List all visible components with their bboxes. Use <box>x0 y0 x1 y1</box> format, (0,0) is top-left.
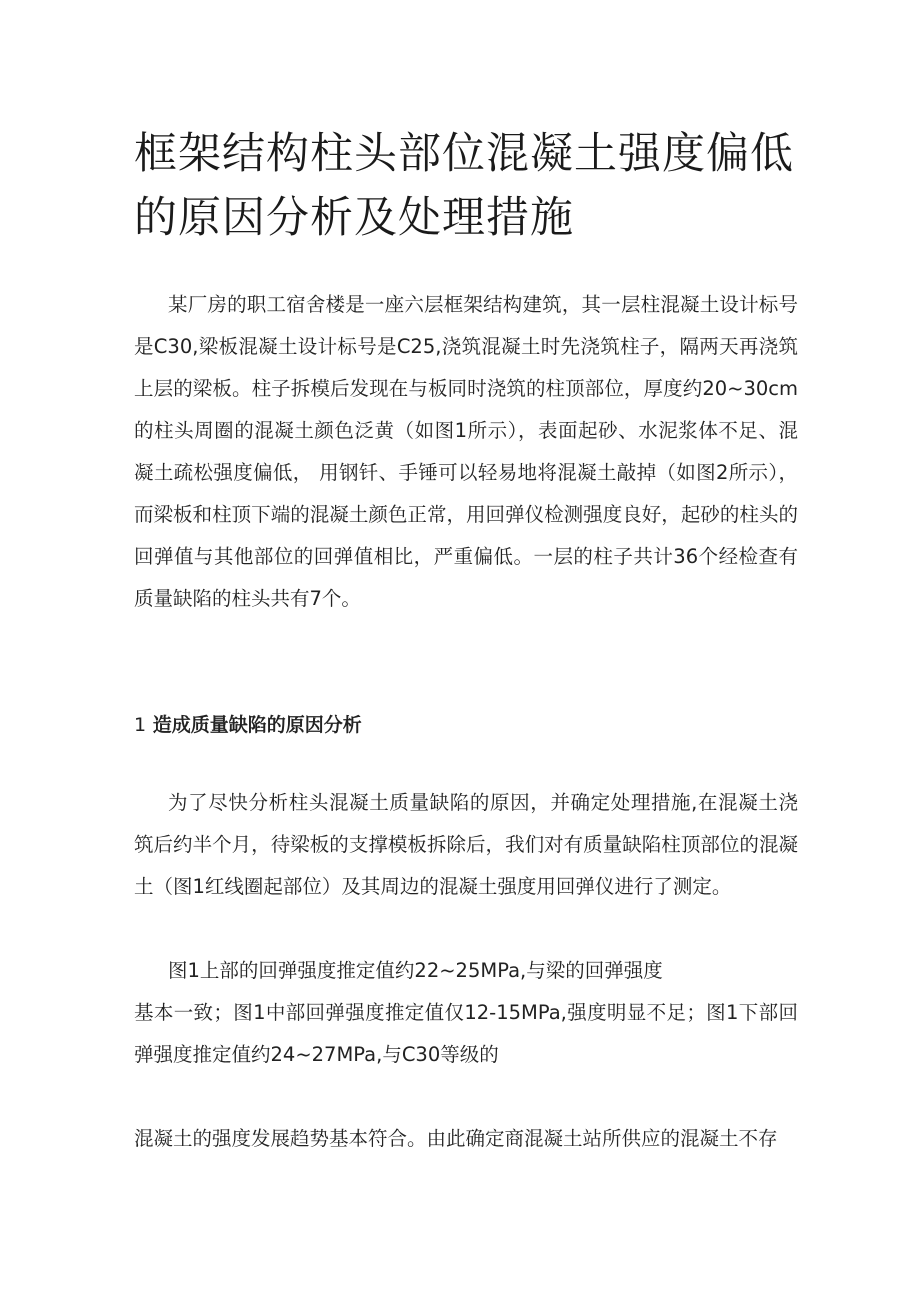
conclusion-paragraph: 混凝土的强度发展趋势基本符合。由此确定商混凝土站所供应的混凝土不存 <box>134 1127 778 1150</box>
intro-paragraph: 某厂房的职工宿舍楼是一座六层框架结构建筑，其一层柱混凝土设计标号是C30,梁板混凝土设计标号是C25,浇筑混凝土时先浇筑柱子，隔两天再浇筑上层的梁板。柱子拆模后发现在与板同时浇筑的柱顶部位，厚度约20~30cm的柱头周圈的混凝土颜色泛黄（如图1所示），表面起砂、水泥浆体不足、混凝土疏松强度偏低， 用钢钎、手锤可以轻易地将混凝土敲掉（如图2所示），而梁板和柱顶下端的混凝土颜色正常，用回弹仪检测强度良好，起砂的柱头的回弹值与其他部位的回弹值相比，严重偏低。一层的柱子共计36个经检查有质量缺陷的柱头共有7个。 <box>134 293 798 610</box>
section-title: 造成质量缺陷的原因分析 <box>152 714 362 736</box>
rebound-paragraph-first-line: 图1上部的回弹强度推定值约22~25MPa,与梁的回弹强度 <box>168 959 663 982</box>
section-heading <box>134 704 362 746</box>
analysis-paragraph: 为了尽快分析柱头混凝土质量缺陷的原因，并确定处理措施,在混凝土浇筑后约半个月，待梁板的支撑模板拆除后，我们对有质量缺陷柱顶部位的混凝土（图1红线圈起部位）及其周边的混凝土强度用回弹仪进行了测定。 <box>134 791 798 898</box>
section-number: 1 <box>134 714 147 736</box>
document-title: 框架结构柱头部位混凝土强度偏低的原因分析及处理措施 <box>134 129 794 243</box>
rebound-paragraph-continued: 基本一致；图1中部回弹强度推定值仅12-15MPa,强度明显不足；图1下部回弹强度推定值约24~27MPa,与C30等级的 <box>134 1001 798 1066</box>
